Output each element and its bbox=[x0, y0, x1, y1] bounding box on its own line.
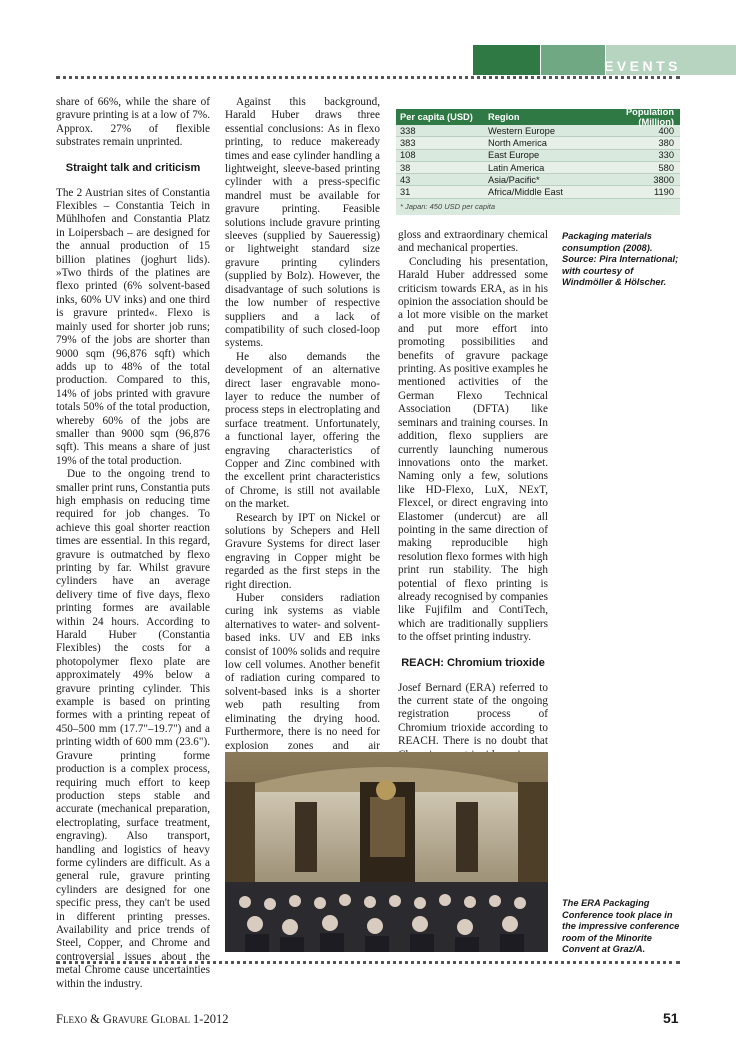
table-caption: Packaging materials consumption (2008). Source: Pira International; with courtesy of Windmöller & Hölscher. bbox=[562, 231, 679, 287]
paragraph: share of 66%, while the share of gravure printing is at a low of 7%. Approx. 27% of flexible substrates remain unprinted. bbox=[56, 96, 210, 149]
table-footnote: * Japan: 450 USD per capita bbox=[400, 201, 496, 211]
column-1 bbox=[56, 96, 210, 991]
journal-name: Flexo & Gravure Global 1-2012 bbox=[56, 1012, 229, 1026]
table-header-cell: Region bbox=[488, 112, 520, 122]
data-table bbox=[396, 109, 680, 215]
column-2 bbox=[225, 96, 380, 793]
table-cell: Africa/Middle East bbox=[488, 187, 563, 198]
table-cell: Asia/Pacific* bbox=[488, 174, 540, 185]
table-cell: East Europe bbox=[488, 150, 540, 161]
header-tab-mid bbox=[541, 45, 605, 75]
paragraph: The 2 Austrian sites of Constantia Flexibles – Constantia Teich in Mühlhofen and Constantia Platz in Loipersbach – are designed for the annual production of 15 billion platines (joghurt lids). »Two thirds of the platines are flexo printed (6% solvent-based inks, 60% UV inks) and one third is gravure printed«. Flexo is mainly used for shorter job runs; 79% of the jobs are shorter than 9000 sqm (96,876 sqft) which adds up to 48% of the total production. Compared to this, 14% of jobs printed with gravure totals 50% of the total production, whereby 60% of the jobs are smaller than 9000 sqm (96,876 sqft). This means a share of just 19% of the total production. bbox=[56, 186, 210, 467]
table-cell: 38 bbox=[400, 162, 411, 173]
paragraph: Research by IPT on Nickel or solutions by Schepers and Hell Gravure Systems for direct laser engraving in Copper might be regarded as the first steps in the right direction. bbox=[225, 511, 380, 591]
paragraph: Huber considers radiation curing ink systems as viable alternatives to water- and solvent-based inks. UV and EB inks consist of 100% solids and require low cell volumes. Another benefit of radiation curing compared to solvent-based inks is a shorter web path resulting from eliminating the drying hood. Furthermore, there is no need for explosion zones and air bbox=[225, 592, 380, 752]
paragraph: Against this background, Harald Huber draws three essential conclusions: As in flexo printing, to reduce makeready times and ease cylinder handling a lightweight, sleeve-based printing cylinder with a press-specific mandrel must be available for gravure printing. Feasible solutions include gravure printing sleeves (supplied by Saueressig) or lightweight standard size gravure printing cylinders (supplied by Bolz). However, the disadvantage of such solutions is the low number of respective suppliers and a lack of compatibility of such closed-loop systems. bbox=[225, 96, 380, 350]
bottom-divider bbox=[56, 961, 680, 964]
subheading: Straight talk and criticism bbox=[65, 161, 201, 174]
table-cell: 3800 bbox=[653, 174, 674, 185]
table-cell: Western Europe bbox=[488, 125, 556, 136]
paragraph: Due to the ongoing trend to smaller print runs, Constantia puts high emphasis on reducing time required for job changes. To achieve this goal shorter reaction times are essential. In this regard, gravure is outmatched by flexo printing by far. Whilst gravure cylinders have an average delivery time of five days, flexo printing formes are available within 24 hours. According to Harald Huber (Constantia Flexibles) the costs for a photopolymer flexo plate are approximately 49% below a gravure printing cylinder. This example is based on printing formes with a printing repeat of 450–500 mm (17.7"–19.7") and a printing width of 600 mm (23.6"). Gravure printing forme production is a complex process, requiring much effort to keep production steps stable and accurate (mechanical preparation, electroplating, surface treatment, engraving). Also transport, handling and logistics of heavy forme cylinders are difficult. As a general rule, gravure printing cylinders are designed for one specific press, they can't be used in different printing presses. Availability and price trends of Steel, Copper, and Chrome and controversial issues about the metal Chrome cause uncertainties within the industry. bbox=[56, 468, 210, 990]
table-cell: 108 bbox=[400, 150, 416, 161]
table-cell: 43 bbox=[400, 174, 411, 185]
conference-photo bbox=[225, 752, 548, 952]
paragraph: He also demands the development of an alternative direct laser engravable mono-layer to reduce the number of process steps in electroplating and surface treatment. Unfortunately, a functional layer, offering the engraving characteristics of Copper and Zinc combined with the excellent print characteristics of Chrome, is still not available on the market. bbox=[225, 350, 380, 511]
table-row bbox=[396, 137, 680, 149]
conference-room-image bbox=[225, 752, 548, 952]
table-cell: 400 bbox=[658, 125, 674, 136]
table-header-cell: Population (Million) bbox=[625, 107, 674, 127]
table-header-cell: Per capita (USD) bbox=[400, 112, 473, 122]
photo-caption: The ERA Packaging Conference took place in the impressive conference room of the Minorite Convent at Graz/A. bbox=[562, 898, 680, 954]
table-cell: 383 bbox=[400, 137, 416, 148]
table-row bbox=[396, 186, 680, 198]
paragraph: Josef Bernard (ERA) referred to the current state of the ongoing registration process of Chromium trioxide according to REACH. There is no doubt that bbox=[398, 681, 548, 748]
table-row bbox=[396, 174, 680, 186]
paragraph: gloss and extraordinary chemical and mechanical properties. bbox=[398, 229, 548, 255]
header-tab-dark bbox=[473, 45, 540, 75]
table-cell: 31 bbox=[400, 187, 411, 198]
table-row bbox=[396, 125, 680, 137]
table-cell: 330 bbox=[658, 150, 674, 161]
table-cell: 580 bbox=[658, 162, 674, 173]
subheading: REACH: Chromium trioxide bbox=[401, 656, 545, 669]
table-cell: 1190 bbox=[654, 187, 674, 198]
table-cell: 380 bbox=[658, 137, 674, 148]
table-cell: Latin America bbox=[488, 162, 545, 173]
top-divider bbox=[56, 76, 680, 79]
page-number: 51 bbox=[663, 1010, 679, 1026]
paragraph: Concluding his presentation, Harald Huber addressed some criticism towards ERA, as in his opinion the association should be a lot more visible on the market and put more effort into promoting possibilities and benefits of gravure package printing. As positive examples he mentioned activities of the German Flexo Technical Association (DFTA) like seminars and training courses. In addition, flexo suppliers are currently launching numerous innovations onto the market. Naming only a few, solutions like HD-Flexo, LuX, NExT, Flexcel, or direct engraving into Elastomer (undercut) are all pointing in the same direction of making reproducible high resolution flexo formes with high print run stability. The high potential of flexo printing is already recognised by companies like Fujifilm and ContiTech, which are traditionally suppliers to the offset printing industry. bbox=[398, 255, 548, 644]
table-row bbox=[396, 150, 680, 162]
column-3 bbox=[398, 229, 548, 802]
section-label: EVENTS bbox=[604, 58, 682, 74]
table-body bbox=[396, 125, 680, 199]
table-row bbox=[396, 162, 680, 174]
table-cell: North America bbox=[488, 137, 547, 148]
table-header bbox=[396, 109, 680, 125]
table-cell: 338 bbox=[400, 125, 416, 136]
